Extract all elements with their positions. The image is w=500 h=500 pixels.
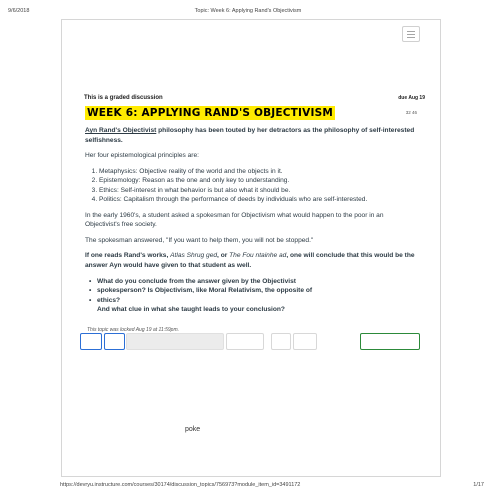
discussion-title: WEEK 6: APPLYING RAND'S OBJECTIVISM <box>87 107 333 119</box>
principle-item: 2. Epistemology: Reason as the one and only key to understanding. <box>99 176 417 186</box>
discussion-body <box>85 126 417 315</box>
question-item: • ethics? <box>89 296 417 306</box>
objectivist-link[interactable]: Ayn Rand's Objectivist <box>85 127 157 134</box>
question-item: And what clue in what she taught leads to your conclusion? <box>97 306 285 314</box>
paragraph-rand-works <box>85 251 417 270</box>
due-date: due Aug 19 <box>398 95 425 101</box>
questions-list <box>85 277 417 315</box>
reply-button[interactable] <box>360 333 420 350</box>
toolbar-button[interactable] <box>271 333 291 350</box>
paragraph-spokesman-answer: The spokesman answered, "If you want to help them, you will not be stopped." <box>85 236 314 244</box>
question-item: • spokesperson? Is Objectivism, like Moral Relativism, the opposite of <box>89 286 417 296</box>
principles-list <box>85 167 417 205</box>
atlas-shrugged-title: Atlas Shrug ged <box>170 252 218 260</box>
toolbar-button[interactable] <box>293 333 317 350</box>
principles-intro: Her four epistemological principles are: <box>85 152 199 160</box>
print-date: 9/6/2018 <box>8 8 30 14</box>
poke-text: poke <box>185 426 201 433</box>
fountainhead-title: The Fou ntainhe ad <box>229 252 287 260</box>
toolbar-button[interactable] <box>104 333 125 350</box>
rand-works-text: , one will conclude that this would be the answer Ayn would have given to that student as well. <box>85 252 415 270</box>
print-header <box>8 8 488 18</box>
toolbar-button[interactable] <box>226 333 264 350</box>
points-info: 32 46 <box>405 110 417 115</box>
locked-note: This topic was locked Aug 19 at 11:59pm. <box>87 327 179 333</box>
toolbar-field[interactable] <box>126 333 224 350</box>
graded-discussion-label: This is a graded discussion <box>84 95 163 101</box>
question-item: • What do you conclude from the answer given by the Objectivist <box>89 277 417 287</box>
print-url: https://devryu.instructure.com/courses/30174/discussion_topics/756973?module_item_id=3491172 <box>60 482 301 488</box>
toolbar-button[interactable] <box>80 333 102 350</box>
hamburger-menu-icon[interactable] <box>402 26 420 42</box>
print-page-title: Topic: Week 6: Applying Rand's Objectivism <box>194 8 302 14</box>
lead-paragraph <box>85 126 417 145</box>
principle-item: 4. Politics: Capitalism through the performance of deeds by individuals who are self-interested. <box>99 195 417 205</box>
lead-text: philosophy has been touted by her detractors as the philosophy of self-interested selfishness. <box>85 127 415 144</box>
print-page-number: 1/17 <box>473 482 484 488</box>
print-footer <box>60 482 484 492</box>
paragraph-student-question: In the early 1960's, a student asked a spokesman for Objectivism what would happen to the poor in an Objectivist's free society. <box>85 211 384 229</box>
principle-item: 3. Ethics: Self-interest in what behavior is but also what it should be. <box>99 186 417 196</box>
rand-works-text: If one reads Rand's works, <box>85 252 171 260</box>
rand-works-text: , or <box>217 252 230 260</box>
principle-item: 1. Metaphysics: Objective reality of the world and the objects in it. <box>99 167 417 177</box>
